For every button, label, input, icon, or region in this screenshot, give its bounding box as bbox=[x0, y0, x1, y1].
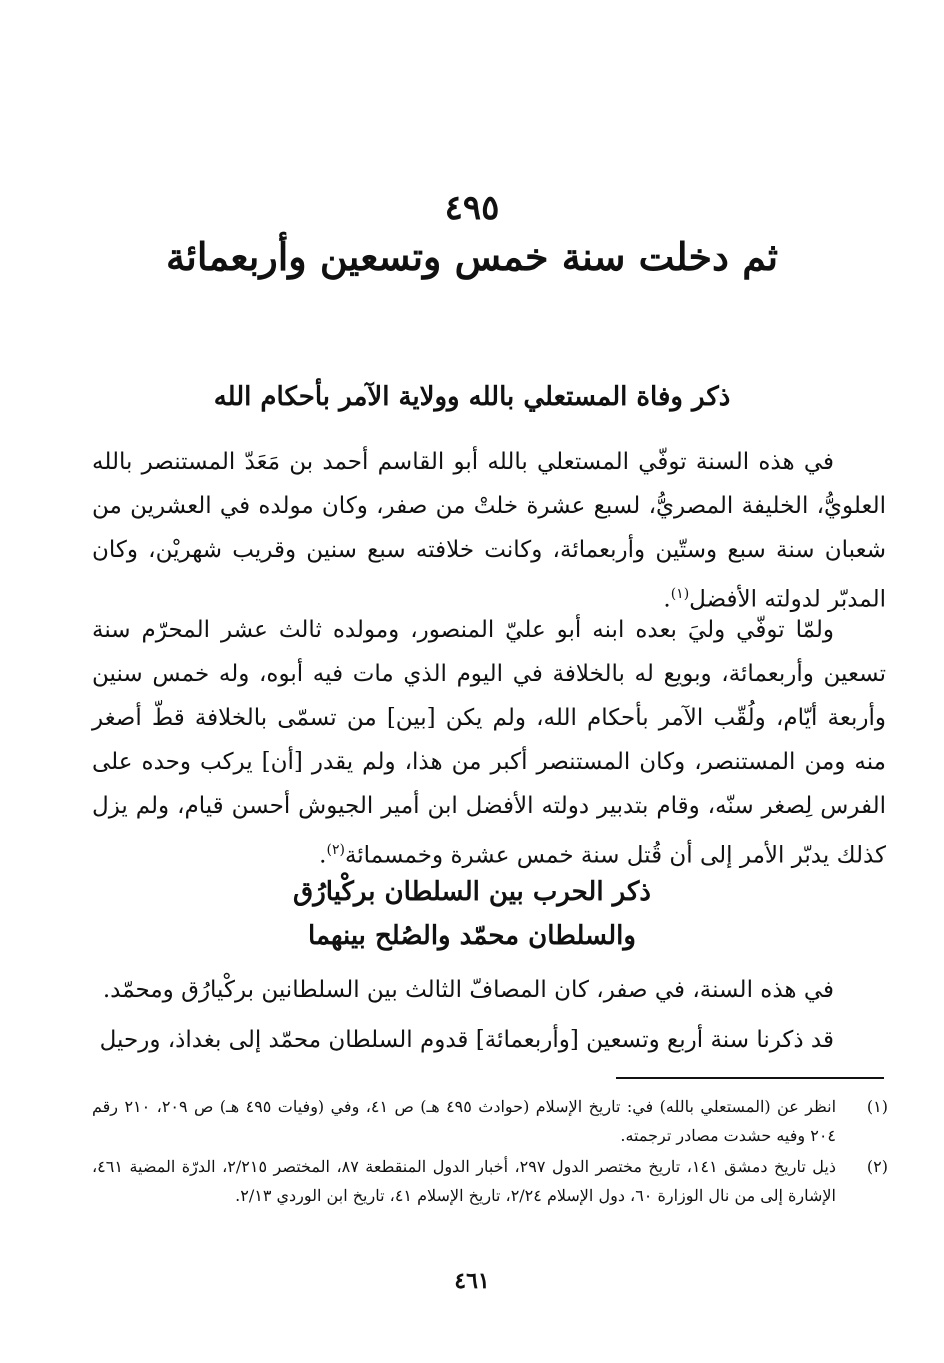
paragraph-4: قد ذكرنا سنة أربع وتسعين [وأربعمائة] قدوم السلطان محمّد إلى بغداذ، ورحيل bbox=[99, 1027, 834, 1053]
footnote-number: (١) bbox=[866, 1097, 888, 1116]
section-heading-2 bbox=[96, 870, 848, 958]
section-heading-1: ذكر وفاة المستعلي بالله وولاية الآمر بأحكام الله bbox=[213, 382, 731, 412]
footnote-item bbox=[92, 1092, 888, 1150]
footnotes bbox=[92, 1092, 888, 1212]
footnote-number: (٢) bbox=[866, 1157, 888, 1176]
footnote-text: ذيل تاريخ دمشق ١٤١، تاريخ مختصر الدول ٢٩٧، أخبار الدول المنقطعة ٨٧، المختصر ٢/٢١٥، الدرّة المضية ٤٦١، الإشارة إلى من نال الوزارة ٦٠، دول الإسلام ٢/٢٤، تاريخ الإسلام ٤١، تاريخ ابن الوردي ٢/١٣. bbox=[92, 1157, 836, 1205]
paragraph-1-text: في هذه السنة توفّي المستعلي بالله أبو القاسم أحمد بن مَعَدّ المستنصر بالله العلويُّ، الخليفة المصريُّ، لسبع عشرة خلتْ من صفر، وكان مولده في العشرين من شعبان سنة سبع وستّين وأربعمائة، وكانت خلافته سبع سنين وقريب شهريْن، وكان المدبّر لدولته الأفضل bbox=[92, 449, 886, 613]
footnote-text: انظر عن (المستعلي بالله) في: تاريخ الإسلام (حوادث ٤٩٥ هـ) ص ٤١، وفي (وفيات ٤٩٥ هـ) ص ٢٠٩، ٢١٠ رقم ٢٠٤ وفيه حشدت مصادر ترجمته. bbox=[92, 1097, 837, 1145]
paragraph-1 bbox=[92, 440, 886, 622]
footnote-ref-1: (١) bbox=[670, 586, 690, 602]
footnote-divider bbox=[616, 1077, 884, 1079]
paragraph-2-text: ولمّا توفّي وليَ بعده ابنه أبو عليّ المنصور، ومولده ثالث عشر المحرّم سنة تسعين وأربعمائة، وبويع له بالخلافة في اليوم الذي مات فيه أبوه، وله خمس سنين وأربعة أيّام، ولُقّب الآمر بأحكام الله، ولم يكن [بين] من تسمّى بالخلافة قطّ أصغر منه ومن المستنصر، وكان المستنصر أكبر من هذا، ولم يقدر [أن] يركب وحده على الفرس لِصغر سنّه، وقام بتدبير دولته الأفضل ابن أمير الجيوش أحسن قيام، ولم يزل كذلك يدبّر الأمر إلى أن قُتل سنة خمس عشرة وخمسمائة bbox=[92, 617, 886, 869]
paragraph-1-end: . bbox=[663, 586, 671, 613]
paragraph-2-end: . bbox=[319, 842, 327, 869]
footnote-ref-2: (٢) bbox=[326, 842, 345, 858]
section-heading-2-line2: والسلطان محمّد والصُلح بينهما bbox=[308, 921, 636, 951]
page-number: ٤٦١ bbox=[454, 1268, 490, 1294]
paragraph-2 bbox=[92, 608, 886, 878]
section-heading-2-line1: ذكر الحرب بين السلطان بركْيارُق bbox=[293, 877, 651, 907]
paragraph-3: في هذه السنة، في صفر، كان المصافّ الثالث بين السلطانين بركْيارُق ومحمّد. bbox=[102, 977, 834, 1003]
footnote-item bbox=[92, 1152, 888, 1210]
chapter-title: ثم دخلت سنة خمس وتسعين وأربعمائة bbox=[165, 234, 779, 279]
year-number: ٤٩٥ bbox=[444, 188, 500, 228]
